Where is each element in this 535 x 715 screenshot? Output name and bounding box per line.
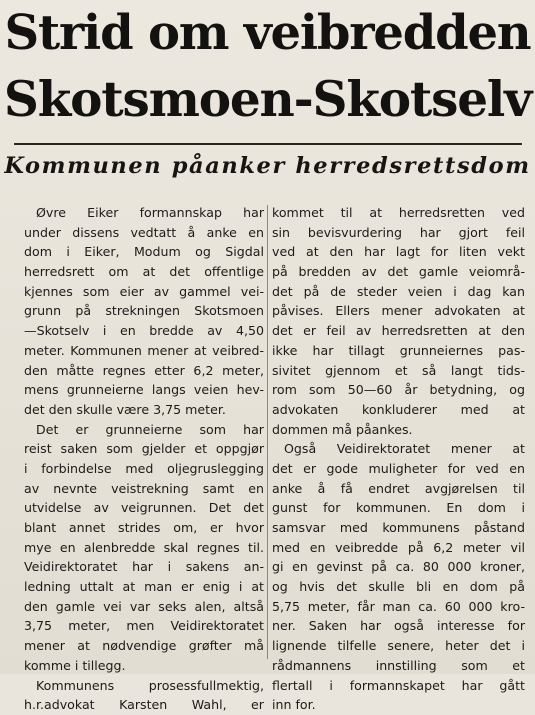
- text-line: kjennes som eier av gammel vei-: [24, 283, 264, 299]
- text-line: flertall i formannskapet har gått: [272, 677, 525, 693]
- article-column-right: [272, 203, 525, 715]
- text-line: —Skotselv i en bredde av 4,50: [24, 323, 264, 339]
- text-line: den måtte regnes etter 6,2 meter,: [24, 362, 264, 378]
- text-line: og hvis det skulle bli en dom på: [272, 579, 525, 595]
- text-line: samsvar med kommunens påstand: [272, 520, 525, 535]
- column-divider: [267, 205, 268, 659]
- text-line: 3,75 meter, men Veidirektoratet: [24, 618, 264, 634]
- text-line: med en veibredde på 6,2 meter vil: [272, 539, 525, 555]
- text-line: i forbindelse med oljegruslegging: [24, 460, 264, 476]
- text-line: Det er grunneierne som har: [36, 421, 264, 437]
- text-line: h.r.advokat Karsten Wahl, er: [24, 697, 264, 713]
- text-line: 5,75 meter, får man ca. 60 000 kro-: [272, 598, 525, 614]
- text-line: mener at nødvendige grøfter må: [24, 638, 264, 654]
- text-line: meter. Kommunen mener at veibred-: [24, 342, 264, 358]
- text-line: blant annet strides om, er hvor: [24, 520, 264, 535]
- text-line: herredsrett om at det offentlige: [24, 264, 264, 280]
- text-line: rådmannens innstilling som et: [272, 657, 525, 673]
- text-line: ledning uttalt at man er enig i at: [24, 579, 264, 595]
- text-line: gunst for kommunen. En dom i: [272, 500, 525, 516]
- text-line: ner. Saken har også interesse for: [272, 618, 525, 634]
- text-line: grunn på strekningen Skotsmoen: [24, 303, 264, 319]
- text-line: det på de steder veien i dag kan: [272, 283, 525, 299]
- text-line: kommet til at herredsretten ved: [272, 205, 525, 220]
- text-line: det den skulle være 3,75 meter.: [24, 401, 226, 417]
- text-line: Øvre Eiker formannskap har: [36, 205, 264, 220]
- headline-rule: [14, 143, 522, 145]
- text-line: under dissens vedtatt å anke en: [24, 224, 264, 240]
- text-line: advokaten konkluderer med at: [272, 401, 525, 417]
- text-line: lignende tilfelle senere, heter det i: [272, 638, 525, 654]
- text-line: dom i Eiker, Modum og Sigdal: [24, 244, 264, 260]
- text-line: på bredden av det gamle veiområ-: [272, 264, 525, 280]
- subheadline: Kommunen påanker herredsrettsdom: [4, 153, 531, 179]
- headline-line-2: Skotsmoen-Skotselv: [3, 71, 532, 128]
- text-line: mye en alenbredde skal regnes til.: [24, 539, 264, 555]
- text-line: Også Veidirektoratet mener at: [284, 441, 525, 457]
- headline-line-1: Strid om veibredden: [4, 5, 531, 61]
- text-line: av nevnte veistrekning samt en: [24, 480, 264, 496]
- article-column-left: [24, 203, 264, 715]
- text-line: ved at den har lagt for liten vekt: [272, 244, 525, 260]
- text-line: gi en gevinst på ca. 80 000 kroner,: [272, 559, 525, 575]
- text-line: inn for.: [272, 697, 316, 713]
- text-line: ikke har tillagt grunneiernes pas-: [272, 342, 525, 358]
- text-line: rom som 50—60 år betydning, og: [272, 382, 525, 398]
- text-line: reist saken som gjelder et oppgjør: [24, 441, 264, 457]
- text-line: anke å få endret avgjørelsen til: [272, 480, 525, 496]
- text-line: sivitet gjennom et så langt tids-: [272, 362, 525, 378]
- text-line: det er feil av herredsretten at den: [272, 323, 525, 339]
- text-line: Kommunens prosessfullmektig,: [36, 677, 264, 693]
- text-line: sin bevisvurdering har gjort feil: [272, 224, 525, 240]
- text-line: påvises. Ellers mener advokaten at: [272, 303, 525, 319]
- text-line: mens grunneierne langs veien hev-: [24, 382, 264, 398]
- text-line: dommen må påankes.: [272, 421, 413, 437]
- text-line: Veidirektoratet har i sakens an-: [24, 559, 264, 575]
- text-line: komme i tillegg.: [24, 657, 126, 673]
- text-line: det er gode muligheter for ved en: [272, 460, 525, 476]
- text-line: utvidelse av veigrunnen. Det det: [24, 500, 264, 516]
- text-line: den gamle vei var seks alen, altså: [24, 598, 264, 614]
